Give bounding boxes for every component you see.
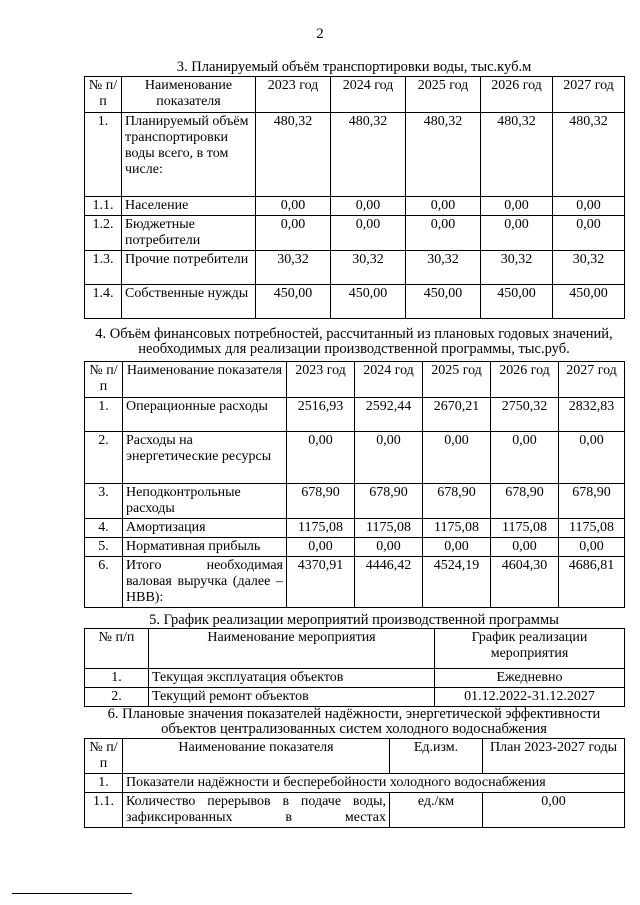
section-6-title: 6. Плановые значения показателей надёжности, энергетической эффективности объектов централизованных систем холодного водоснабжения bbox=[107, 706, 601, 737]
table-row bbox=[85, 197, 625, 216]
schedule-table bbox=[84, 628, 625, 707]
header-name: Наименование мероприятия bbox=[149, 629, 435, 669]
header-year: 2026 год bbox=[481, 77, 553, 113]
table-row bbox=[85, 432, 625, 484]
table-row bbox=[85, 538, 625, 557]
row-value: 0,00 bbox=[553, 216, 625, 251]
row-value: 0,00 bbox=[355, 432, 423, 484]
row-value: 30,32 bbox=[553, 251, 625, 285]
header-unit: Ед.изм. bbox=[390, 739, 483, 774]
row-value: 1175,08 bbox=[559, 519, 625, 538]
header-year: 2024 год bbox=[331, 77, 406, 113]
row-value: 2750,32 bbox=[491, 398, 559, 432]
row-num: 4. bbox=[85, 519, 123, 538]
row-name: Неподконтрольные расходы bbox=[123, 484, 287, 519]
row-num: 1.1. bbox=[85, 197, 122, 216]
row-unit: ед./км bbox=[390, 793, 483, 828]
header-name: Наименование показателя bbox=[123, 739, 390, 774]
row-schedule: 01.12.2022-31.12.2027 bbox=[435, 688, 625, 707]
row-value: 0,00 bbox=[491, 538, 559, 557]
row-name: Население bbox=[122, 197, 256, 216]
row-value: 450,00 bbox=[331, 285, 406, 319]
row-value: 450,00 bbox=[406, 285, 481, 319]
row-num: 2. bbox=[85, 688, 149, 707]
header-schedule: График реализации мероприятия bbox=[435, 629, 625, 669]
row-num: 1.2. bbox=[85, 216, 122, 251]
table-header-row bbox=[85, 77, 625, 113]
row-num: 1. bbox=[85, 398, 123, 432]
row-value: 0,00 bbox=[331, 216, 406, 251]
row-value: 2516,93 bbox=[287, 398, 355, 432]
header-num: № п/п bbox=[85, 77, 122, 113]
row-value: 30,32 bbox=[256, 251, 331, 285]
row-value: 1175,08 bbox=[491, 519, 559, 538]
row-value: 480,32 bbox=[256, 113, 331, 197]
row-num: 2. bbox=[85, 432, 123, 484]
row-value: 0,00 bbox=[553, 197, 625, 216]
table-row bbox=[85, 557, 625, 608]
table-row bbox=[85, 398, 625, 432]
row-name: Текущая эксплуатация объектов bbox=[149, 669, 435, 688]
group-num: 1. bbox=[85, 774, 123, 793]
row-value: 678,90 bbox=[355, 484, 423, 519]
row-value: 480,32 bbox=[331, 113, 406, 197]
row-name: Количество перерывов в подаче воды, зафиксированных в местах bbox=[123, 793, 390, 828]
row-name: Прочие потребители bbox=[122, 251, 256, 285]
header-year: 2025 год bbox=[406, 77, 481, 113]
group-name: Показатели надёжности и бесперебойности холодного водоснабжения bbox=[123, 774, 625, 793]
row-schedule: Ежедневно bbox=[435, 669, 625, 688]
row-value: 30,32 bbox=[481, 251, 553, 285]
row-value: 2670,21 bbox=[423, 398, 491, 432]
row-value: 4686,81 bbox=[559, 557, 625, 608]
row-value: 480,32 bbox=[481, 113, 553, 197]
row-name: Амортизация bbox=[123, 519, 287, 538]
section-3-title: 3. Планируемый объём транспортировки воды, тыс.куб.м bbox=[176, 59, 532, 75]
row-value: 4446,42 bbox=[355, 557, 423, 608]
row-value: 4370,91 bbox=[287, 557, 355, 608]
table-row bbox=[85, 251, 625, 285]
row-value: 4524,19 bbox=[423, 557, 491, 608]
row-value: 0,00 bbox=[559, 538, 625, 557]
section-4-title: 4. Объём финансовых потребностей, рассчитанный из плановых годовых значений, необходимых для реализации производственной программы, тыс.руб. bbox=[95, 326, 613, 357]
table-row bbox=[85, 216, 625, 251]
header-name: Наименование показателя bbox=[122, 77, 256, 113]
table-header-row bbox=[85, 362, 625, 398]
row-name: Планируемый объём транспортировки воды всего, в том числе: bbox=[122, 113, 256, 197]
table-row bbox=[85, 484, 625, 519]
row-num: 5. bbox=[85, 538, 123, 557]
table-row bbox=[85, 669, 625, 688]
row-value: 0,00 bbox=[406, 216, 481, 251]
row-num: 6. bbox=[85, 557, 123, 608]
row-num: 1.3. bbox=[85, 251, 122, 285]
row-name: Итого необходимая валовая выручка (далее – НВВ): bbox=[123, 557, 287, 608]
header-name: Наименование показателя bbox=[123, 362, 287, 398]
row-value: 0,00 bbox=[331, 197, 406, 216]
row-value: 0,00 bbox=[355, 538, 423, 557]
transport-volume-table bbox=[84, 76, 625, 319]
row-value: 0,00 bbox=[559, 432, 625, 484]
row-value: 1175,08 bbox=[355, 519, 423, 538]
row-name: Нормативная прибыль bbox=[123, 538, 287, 557]
table-row bbox=[85, 285, 625, 319]
header-year: 2023 год bbox=[287, 362, 355, 398]
row-value: 0,00 bbox=[256, 197, 331, 216]
row-value: 0,00 bbox=[287, 538, 355, 557]
row-value: 0,00 bbox=[256, 216, 331, 251]
row-plan: 0,00 bbox=[483, 793, 625, 828]
row-value: 678,90 bbox=[287, 484, 355, 519]
page-number: 2 bbox=[316, 26, 324, 42]
header-year: 2027 год bbox=[559, 362, 625, 398]
table-group-row bbox=[85, 774, 625, 793]
header-year: 2024 год bbox=[355, 362, 423, 398]
table-header-row bbox=[85, 629, 625, 669]
row-value: 30,32 bbox=[331, 251, 406, 285]
section-5-title: 5. График реализации мероприятий производственной программы bbox=[149, 612, 559, 628]
row-value: 678,90 bbox=[423, 484, 491, 519]
header-year: 2025 год bbox=[423, 362, 491, 398]
row-value: 480,32 bbox=[406, 113, 481, 197]
row-value: 0,00 bbox=[423, 538, 491, 557]
row-value: 2832,83 bbox=[559, 398, 625, 432]
row-value: 2592,44 bbox=[355, 398, 423, 432]
row-name: Бюджетные потребители bbox=[122, 216, 256, 251]
row-name: Текущий ремонт объектов bbox=[149, 688, 435, 707]
header-num: № п/п bbox=[85, 362, 123, 398]
row-name: Расходы на энергетические ресурсы bbox=[123, 432, 287, 484]
row-value: 0,00 bbox=[406, 197, 481, 216]
header-num: № п/п bbox=[85, 629, 149, 669]
table-row bbox=[85, 688, 625, 707]
row-num: 1.1. bbox=[85, 793, 123, 828]
table-row bbox=[85, 793, 625, 828]
row-num: 3. bbox=[85, 484, 123, 519]
header-year: 2023 год bbox=[256, 77, 331, 113]
header-year: 2026 год bbox=[491, 362, 559, 398]
row-value: 30,32 bbox=[406, 251, 481, 285]
footnote-separator bbox=[12, 893, 132, 894]
table-row bbox=[85, 519, 625, 538]
row-value: 0,00 bbox=[423, 432, 491, 484]
header-plan: План 2023-2027 годы bbox=[483, 739, 625, 774]
row-value: 450,00 bbox=[553, 285, 625, 319]
row-value: 678,90 bbox=[491, 484, 559, 519]
header-year: 2027 год bbox=[553, 77, 625, 113]
table-header-row bbox=[85, 739, 625, 774]
row-value: 1175,08 bbox=[287, 519, 355, 538]
row-value: 0,00 bbox=[481, 197, 553, 216]
row-value: 0,00 bbox=[481, 216, 553, 251]
reliability-table bbox=[84, 738, 625, 828]
row-value: 450,00 bbox=[481, 285, 553, 319]
row-value: 678,90 bbox=[559, 484, 625, 519]
row-value: 450,00 bbox=[256, 285, 331, 319]
row-name: Собственные нужды bbox=[122, 285, 256, 319]
table-row bbox=[85, 113, 625, 197]
row-value: 4604,30 bbox=[491, 557, 559, 608]
row-value: 0,00 bbox=[287, 432, 355, 484]
row-value: 480,32 bbox=[553, 113, 625, 197]
row-num: 1. bbox=[85, 113, 122, 197]
row-value: 1175,08 bbox=[423, 519, 491, 538]
financial-needs-table bbox=[84, 361, 625, 608]
row-value: 0,00 bbox=[491, 432, 559, 484]
row-num: 1. bbox=[85, 669, 149, 688]
header-num: № п/п bbox=[85, 739, 123, 774]
row-name: Операционные расходы bbox=[123, 398, 287, 432]
row-num: 1.4. bbox=[85, 285, 122, 319]
